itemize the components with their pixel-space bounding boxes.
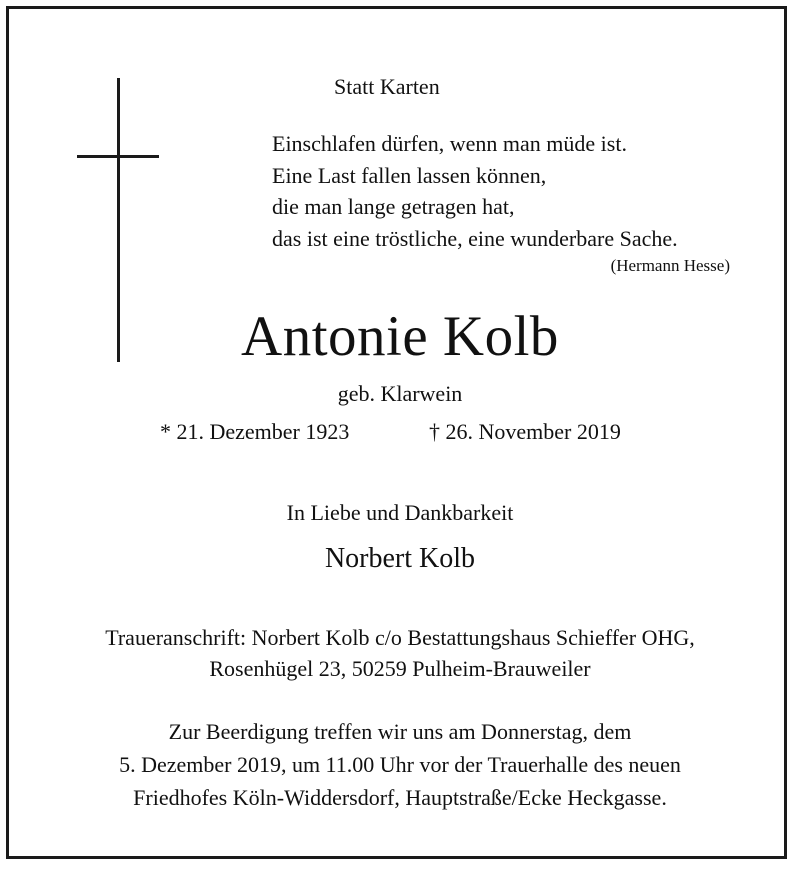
poem-author: (Hermann Hesse) <box>610 256 730 275</box>
poem-line: Einschlafen dürfen, wenn man müde ist. <box>272 131 627 156</box>
mourning-address <box>0 622 800 684</box>
birth-date: * 21. Dezember 1923 <box>160 419 350 444</box>
funeral-line: Friedhofes Köln-Widdersdorf, Hauptstraße/Ecke Heckgasse. <box>133 785 667 810</box>
mourner-name: Norbert Kolb <box>324 543 476 574</box>
poem-line: Eine Last fallen lassen können, <box>272 162 547 188</box>
poem-line: die man lange getragen hat, <box>272 194 515 219</box>
mourners-intro: In Liebe und Dankbarkeit <box>286 500 514 525</box>
cross-horizontal-bar <box>77 155 159 158</box>
poem-line: das ist eine tröstliche, eine wunderbare Sache. <box>272 225 678 251</box>
address-line: Traueranschrift: Norbert Kolb c/o Bestattungshaus Schieffer OHG, <box>105 625 695 650</box>
poem <box>272 128 678 254</box>
death-date: † 26. November 2019 <box>429 419 621 444</box>
maiden-name: geb. Klarwein <box>337 381 463 406</box>
deceased-name: Antonie Kolb <box>241 305 559 368</box>
address-line: Rosenhügel 23, 50259 Pulheim-Brauweiler <box>209 656 591 681</box>
funeral-notice <box>0 715 800 814</box>
statt-karten-label: Statt Karten <box>334 74 440 99</box>
funeral-line: 5. Dezember 2019, um 11.00 Uhr vor der Trauerhalle des neuen <box>119 752 681 777</box>
funeral-line: Zur Beerdigung treffen wir uns am Donnerstag, dem <box>168 719 632 744</box>
